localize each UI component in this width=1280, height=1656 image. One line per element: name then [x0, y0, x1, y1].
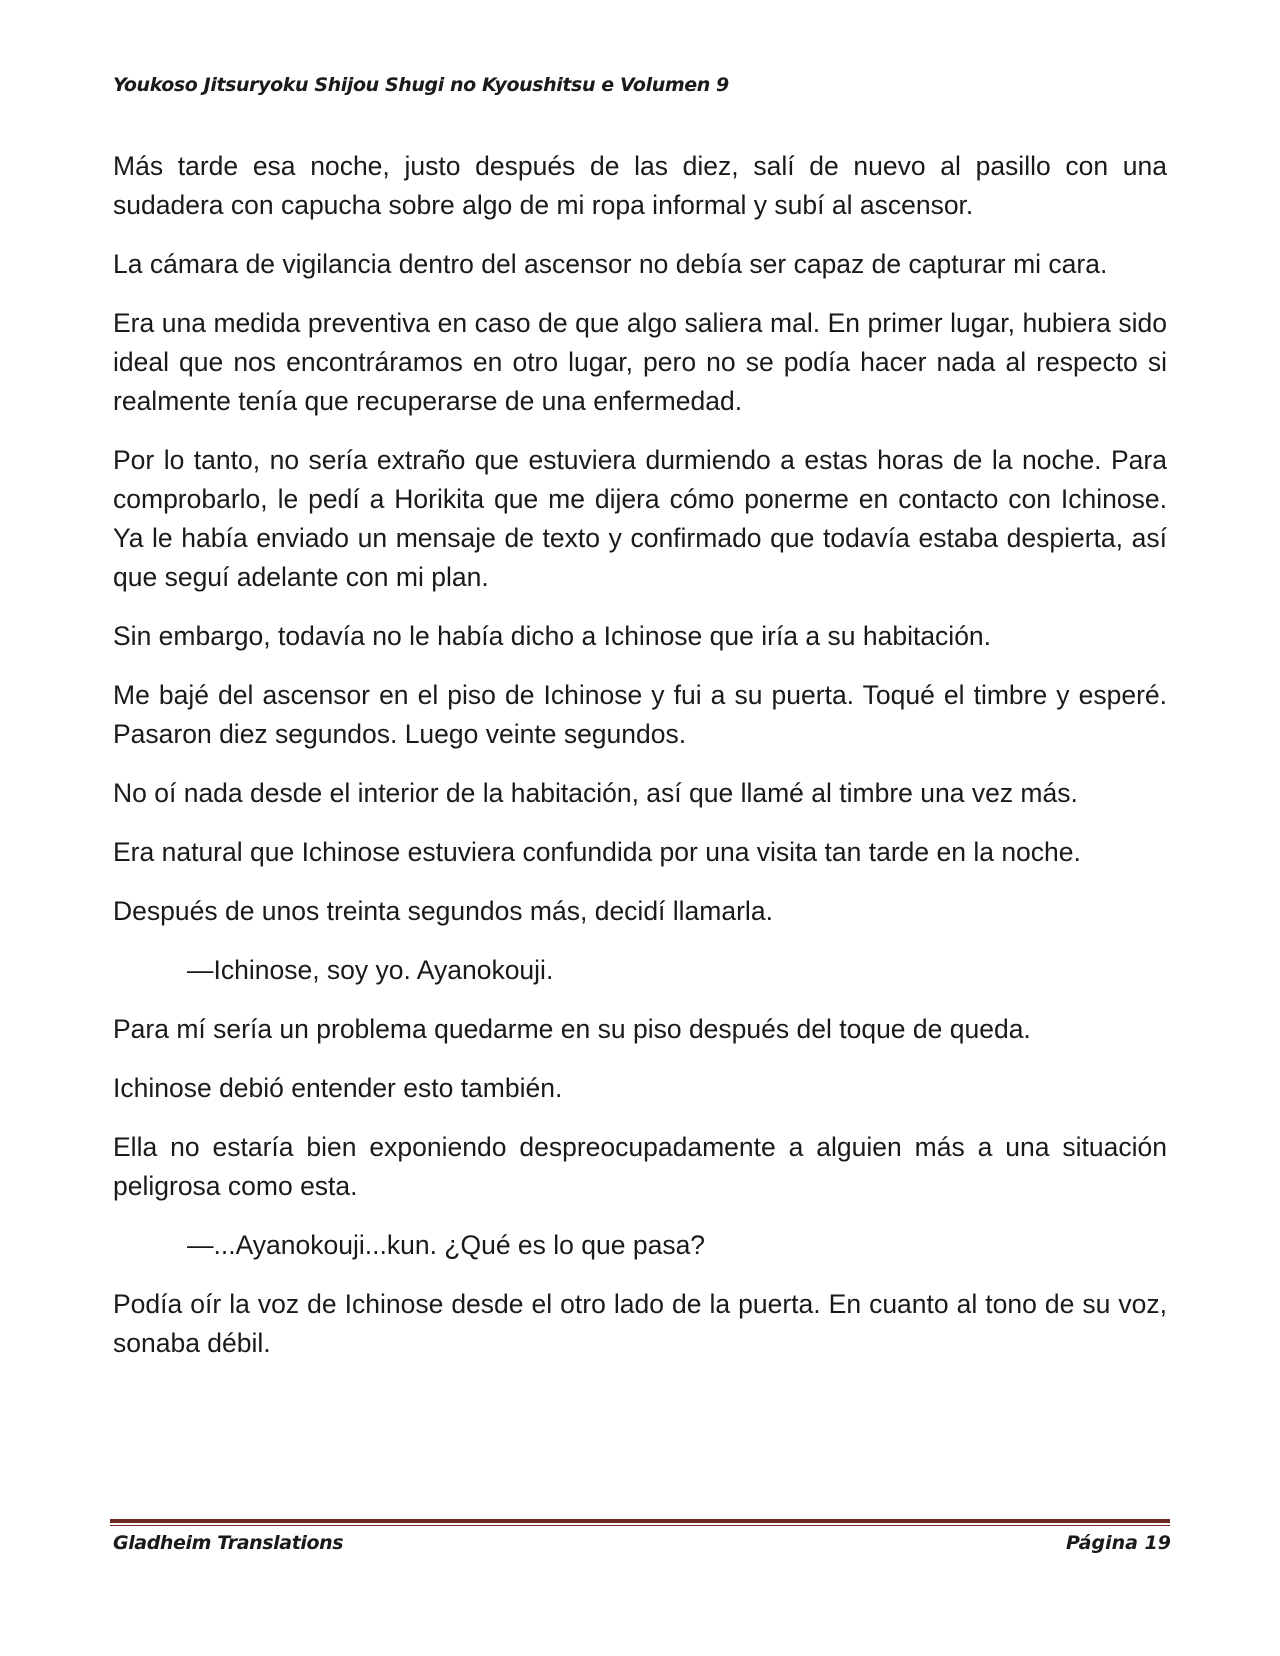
paragraph: Después de unos treinta segundos más, decidí llamarla.	[113, 896, 773, 926]
dialogue-line: —Ichinose, soy yo. Ayanokouji.	[187, 955, 554, 985]
page-number: Página 19	[1065, 1532, 1171, 1554]
paragraph: Sin embargo, todavía no le había dicho a Ichinose que iría a su habitación.	[113, 621, 992, 651]
paragraph: Me bajé del ascensor en el piso de Ichinose y fui a su puerta. Toqué el timbre y esperé. Pasaron diez segundos. Luego veinte segundos.	[113, 680, 1167, 749]
paragraph: Para mí sería un problema quedarme en su piso después del toque de queda.	[113, 1014, 1031, 1044]
paragraph: Por lo tanto, no sería extraño que estuviera durmiendo a estas horas de la noche. Para comprobarlo, le pedí a Horikita que me dijera cómo ponerme en contacto con Ichinose. Ya le había enviado un mensaje de texto y confirmado que todavía estaba despierta, así que seguí adelante con mi plan.	[113, 445, 1167, 592]
paragraph: Era natural que Ichinose estuviera confundida por una visita tan tarde en la noche.	[113, 837, 1081, 867]
paragraph: Ella no estaría bien exponiendo despreocupadamente a alguien más a una situación peligrosa como esta.	[113, 1132, 1167, 1201]
paragraph: Era una medida preventiva en caso de que algo saliera mal. En primer lugar, hubiera sido ideal que nos encontráramos en otro lugar, pero no se podía hacer nada al respecto si realmente tenía que recuperarse de una enfermedad.	[113, 308, 1167, 416]
paragraph: Más tarde esa noche, justo después de las diez, salí de nuevo al pasillo con una sudadera con capucha sobre algo de mi ropa informal y subí al ascensor.	[113, 151, 1167, 220]
page-header-title: Youkoso Jitsuryoku Shijou Shugi no Kyoushitsu e Volumen 9	[113, 74, 729, 96]
dialogue-line: —...Ayanokouji...kun. ¿Qué es lo que pasa?	[187, 1230, 706, 1260]
footer-divider	[110, 1519, 1170, 1523]
paragraph: La cámara de vigilancia dentro del ascensor no debía ser capaz de capturar mi cara.	[113, 249, 1108, 279]
footer-divider-thin	[110, 1525, 1170, 1526]
page-body	[113, 147, 1167, 1383]
paragraph: No oí nada desde el interior de la habitación, así que llamé al timbre una vez más.	[113, 778, 1078, 808]
footer-credit: Gladheim Translations	[113, 1532, 344, 1554]
paragraph: Podía oír la voz de Ichinose desde el otro lado de la puerta. En cuanto al tono de su voz, sonaba débil.	[113, 1289, 1167, 1358]
paragraph: Ichinose debió entender esto también.	[113, 1073, 563, 1103]
